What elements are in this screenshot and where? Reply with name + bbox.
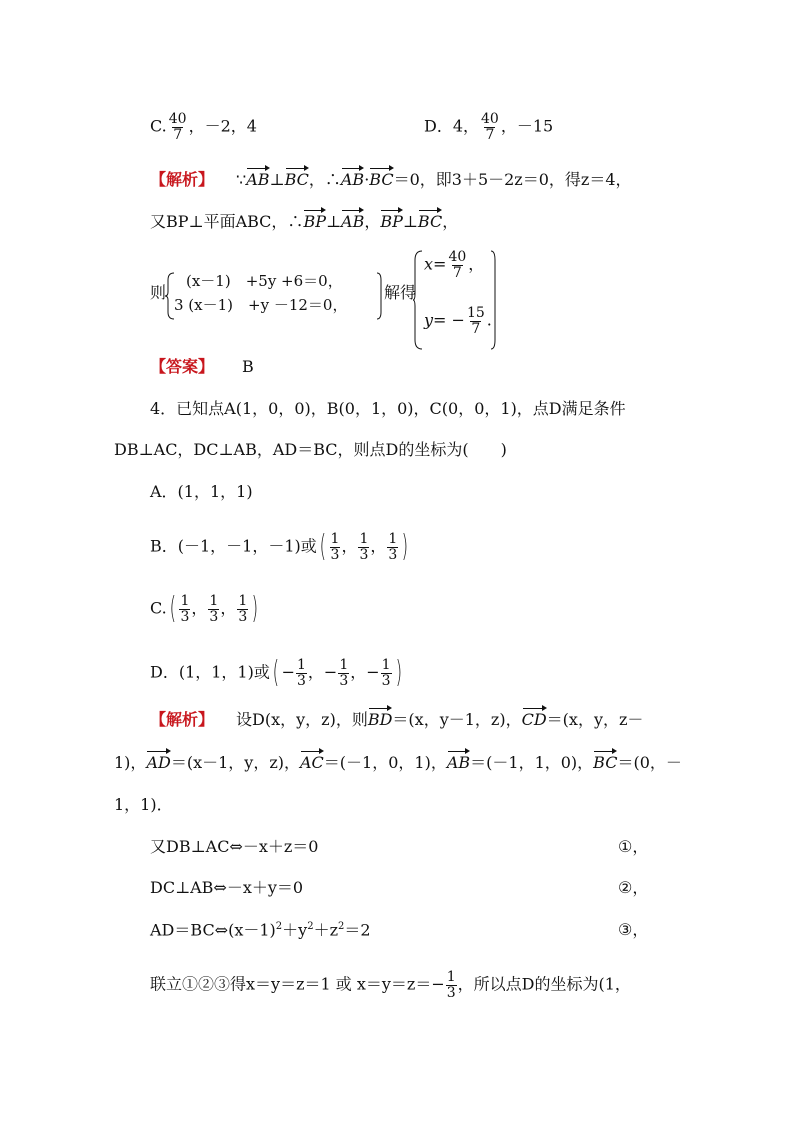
solution-x: x= $\frac{40}{7}$ ， [424, 249, 485, 281]
condition-eq1-tag: ①， [618, 837, 649, 856]
analysis4-line3: 1，1)． [114, 795, 173, 814]
analysis-tag: 【解析】 [150, 710, 215, 729]
solution-right-brace-icon [490, 250, 498, 350]
condition-eq2-tag: ②， [618, 878, 649, 897]
equation-system: 则 (x－1) +5y +6＝0， 3 (x－1) +y －12＝0， 解得 x= $\frac{40}{7}$ ， y= − $\frac{15}{7}$ . [150, 250, 510, 350]
vector-bc: BC [369, 170, 394, 189]
analysis4-line2: 1)，AD＝(x－1，y，z)，AC＝(－1，0，1)，AB＝(－1，1，0)，BC＝(0，－ [114, 753, 682, 772]
analysis1-line2: 又BP⊥平面ABC，∴BP⊥AB，BP⊥BC， [150, 212, 459, 231]
equation-1: (x－1) +5y +6＝0， [186, 272, 343, 290]
vector-ab: AB [446, 753, 471, 772]
vector-cd: CD [521, 710, 547, 729]
final-conclusion: 联立①②③得x＝y＝z＝1 或 x＝y＝z＝− $\frac{1}{3}$ ，所以点D的坐标为(1， [150, 969, 631, 1001]
option-a: A．(1，1，1) [150, 482, 253, 501]
vector-ac: AC [300, 753, 324, 772]
vector-bc: BC [284, 170, 309, 189]
analysis1-line1: 【解析】 ∵AB⊥BC，∴AB·BC＝0，即3＋5－2z＝0，得z＝4， [150, 170, 632, 189]
right-brace-icon [376, 272, 384, 320]
option-d-top: D．4， $\frac{40}{7}$ ，－15 [424, 111, 554, 143]
condition-eq1: 又DB⊥AC⇔－x＋z＝0 [150, 837, 319, 856]
solution-brace-icon [412, 250, 424, 350]
vector-ab: AB [246, 170, 270, 189]
answer-value: B [242, 357, 254, 376]
option-c: C.( $\frac{1}{3}$ ， $\frac{1}{3}$ ， $\frac{1}{3}$ ) [150, 591, 259, 627]
fraction-40-7: $\frac{40}{7}$ [168, 111, 187, 143]
vector-ab: AB [341, 212, 365, 231]
vector-bp: BP [303, 212, 326, 231]
vector-ad: AD [146, 753, 171, 772]
condition-eq2: DC⊥AB⇔－x＋y＝0 [150, 878, 304, 897]
solution-y: y= − $\frac{15}{7}$ . [424, 305, 492, 337]
option-c-top: C. $\frac{40}{7}$ ，－2，4 [150, 111, 257, 143]
condition-eq3-tag: ③， [618, 920, 649, 939]
analysis-tag: 【解析】 [150, 170, 215, 189]
fraction-40-7: $\frac{40}{7}$ [481, 111, 499, 143]
answer-line [150, 359, 254, 375]
condition-eq3: $AD=BC\Leftrightarrow(x-1)^2+y^2+z^2=2$ [150, 920, 371, 940]
vector-bc: BC [417, 212, 443, 231]
vector-bc: BC [593, 753, 618, 772]
answer-tag: 【答案】 [150, 357, 215, 376]
vector-bd: BD [367, 710, 393, 729]
vector-ab: AB [340, 170, 365, 189]
analysis4-line1: 【解析】 设D(x，y，z)，则BD＝(x，y－1，z)，CD＝(x，y，z－ [150, 710, 644, 729]
vector-bp: BP [380, 212, 403, 231]
option-d: D．(1，1，1)或( − $\frac{1}{3}$ ，− $\frac{1}{3}$ ，− $\frac{1}{3}$ ) [150, 655, 402, 691]
question4-line2: DB⊥AC，DC⊥AB，AD＝BC，则点D的坐标为( ) [114, 440, 507, 459]
equation-2: 3 (x－1) +y －12＝0， [174, 296, 348, 314]
option-b: B．(－1，－1，－1)或( $\frac{1}{3}$ ， $\frac{1}{3}$ ， $\frac{1}{3}$ ) [150, 529, 409, 565]
question4-line1: 4．已知点A(1，0，0)，B(0，1，0)，C(0，0，1)，点D满足条件 [150, 399, 626, 418]
